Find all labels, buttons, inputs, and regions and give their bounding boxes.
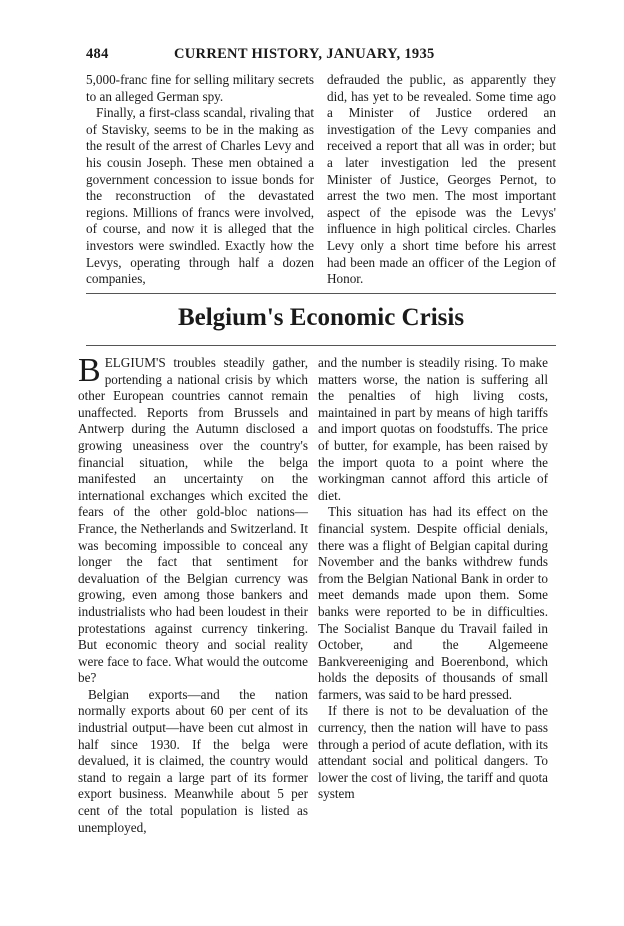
article-right-column xyxy=(318,355,548,803)
page-number: 484 xyxy=(86,46,109,62)
article-title: Belgium's Economic Crisis xyxy=(177,304,465,331)
paragraph: and the number is steadily rising. To make matters worse, the nation is suffering all the penalties of high living costs, maintained in part by means of high tariffs and import quotas on foodstuffs. The price of butter, for example, has been raised by the import quota to a point where the workingman cannot afford this article of diet. xyxy=(318,355,548,503)
top-right-column xyxy=(327,72,556,288)
paragraph: If there is not to be devaluation of the currency, then the nation will have to pass through a period of acute deflation, with its attendant social and political dangers. To lower the cost of living, the tariff and quota system xyxy=(318,703,548,802)
paragraph xyxy=(78,352,308,687)
article-left-column xyxy=(78,352,308,836)
paragraph: defrauded the public, as apparently they did, has yet to be revealed. Some time ago a Minister of Justice ordered an investigation of the Levy companies and received a report that all was in order; but a later investigation led the present Minister of Justice, Georges Pernot, to arrest the two men. The most important aspect of the episode was the Levys' influence in high political circles. Charles Levy only a short time before his arrest had been made an officer of the Legion of Honor. xyxy=(327,72,556,287)
page-header xyxy=(86,46,556,68)
drop-cap: B xyxy=(78,352,101,389)
paragraph-text: troubles steadily gather, portending a national crisis by which other European countries cannot remain unaffected. Reports from Brussels and Antwerp during the Autumn disclosed a growing uneasiness over the country's financial situation, while the belga manifested an uncertainty on the international exchanges which excited the fears of the other gold-bloc nations—France, the Netherlands and Switzerland. It was becoming impossible to conceal any longer the fact that sentiment for devaluation of the Belgian currency was growing, even among those bankers and industrialists who had been loudest in their protestations against currency tinkering. But economic theory and social reality were face to face. What would the outcome be? xyxy=(78,355,308,686)
title-divider xyxy=(86,345,556,346)
paragraph: Finally, a first-class scandal, rivaling that of Stavisky, seems to be in the making as the result of the arrest of Charles Levy and his cousin Joseph. These men obtained a government concession to issue bonds for the reconstruction of the devastated regions. Millions of francs were involved, of course, and now it is alleged that the investors were swindled. Exactly how the Levys, operating through half a dozen companies, xyxy=(86,105,314,287)
running-title: CURRENT HISTORY, JANUARY, 1935 xyxy=(174,46,435,62)
paragraph: 5,000-franc fine for selling military secrets to an alleged German spy. xyxy=(86,72,314,104)
paragraph: This situation has had its effect on the financial system. Despite official denials, there was a flight of Belgian capital during November and the banks withdrew funds from the Belgian National Bank in order to meet demands made upon them. Some banks were reported to be in difficulties. The Socialist Banque du Travail failed in October, and the Algemeene Bankvereeniging and Boerenbond, which holds the deposits of thousands of small farmers, was said to be hard pressed. xyxy=(318,504,548,702)
top-left-column xyxy=(86,72,314,288)
lead-small-caps: ELGIUM'S xyxy=(104,355,166,370)
paragraph: Belgian exports—and the nation normally exports about 60 per cent of its industrial output—have been cut almost in half since 1930. If the belga were devalued, it is claimed, the country would stand to regain a large part of its former export business. Meanwhile about 5 per cent of the total population is listed as unemployed, xyxy=(78,686,308,835)
section-divider xyxy=(86,293,556,294)
